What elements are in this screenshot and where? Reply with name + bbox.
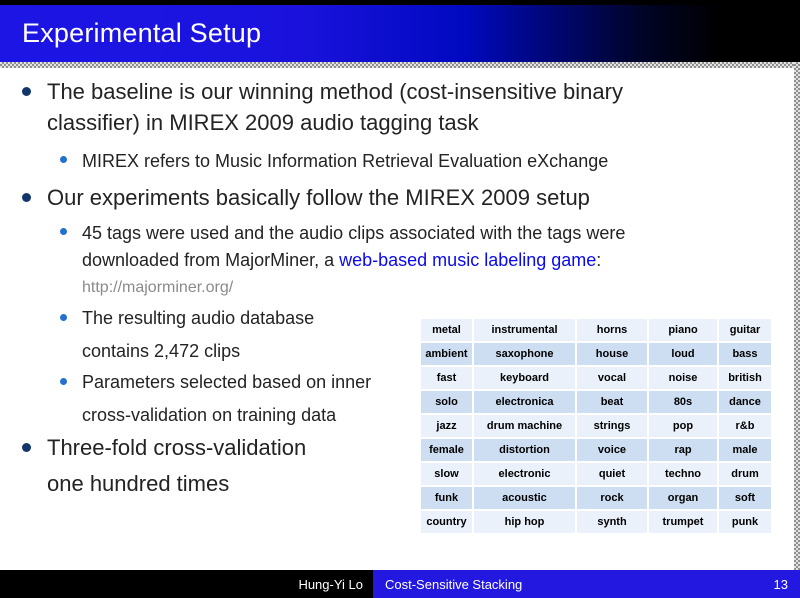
tag-cell: female xyxy=(421,439,472,461)
title-bar xyxy=(0,5,800,62)
subbullet-database-line1: The resulting audio database xyxy=(82,308,315,328)
tag-cell: punk xyxy=(719,511,771,533)
footer-page-number: 13 xyxy=(773,576,788,592)
page-title: Experimental Setup xyxy=(22,18,262,48)
tag-cell: rap xyxy=(649,439,717,461)
tags-line2-pre: downloaded from MajorMiner, a xyxy=(82,250,340,270)
tag-cell: funk xyxy=(421,487,472,509)
bullet-baseline-line2: classifier) in MIREX 2009 audio tagging task xyxy=(47,110,479,135)
tag-cell: keyboard xyxy=(474,367,575,389)
tag-cell: fast xyxy=(421,367,472,389)
subbullet-database-line2: contains 2,472 clips xyxy=(82,341,241,361)
tag-cell: slow xyxy=(421,463,472,485)
bullet-baseline-text xyxy=(47,76,623,138)
table-row xyxy=(421,367,771,389)
tag-cell: beat xyxy=(577,391,647,413)
tag-cell: house xyxy=(577,343,647,365)
subbullet-tags xyxy=(60,220,702,301)
subbullet-parameters-text xyxy=(82,366,371,432)
footer-title-section xyxy=(373,570,800,598)
table-row xyxy=(421,463,771,485)
tag-cell: r&b xyxy=(719,415,771,437)
tag-cell: 80s xyxy=(649,391,717,413)
tag-cell: electronic xyxy=(474,463,575,485)
tag-cell: horns xyxy=(577,319,647,341)
tag-cell: pop xyxy=(649,415,717,437)
title-shadow-strip xyxy=(0,62,800,68)
tag-cell: noise xyxy=(649,367,717,389)
bullet-icon xyxy=(22,443,31,452)
tag-cell: rock xyxy=(577,487,647,509)
subbullet-database xyxy=(60,302,314,368)
tag-cell: quiet xyxy=(577,463,647,485)
tag-cell: acoustic xyxy=(474,487,575,509)
tag-cell: drum machine xyxy=(474,415,575,437)
tag-cell: drum xyxy=(719,463,771,485)
subbullet-icon xyxy=(60,314,67,321)
tag-cell: jazz xyxy=(421,415,472,437)
subbullet-parameters xyxy=(60,366,371,432)
bullet-experiments-text: Our experiments basically follow the MIREX 2009 setup xyxy=(47,185,590,210)
subbullet-mirex xyxy=(60,148,608,174)
tag-cell: metal xyxy=(421,319,472,341)
tag-cell: instrumental xyxy=(474,319,575,341)
tag-cell: bass xyxy=(719,343,771,365)
table-row xyxy=(421,391,771,413)
table-row xyxy=(421,511,771,533)
bullet-baseline xyxy=(22,76,623,138)
tag-cell: piano xyxy=(649,319,717,341)
bullet-crossvalidation xyxy=(22,430,306,502)
bullet-crossvalidation-line2: one hundred times xyxy=(47,471,230,496)
subbullet-parameters-line1: Parameters selected based on inner xyxy=(82,372,372,392)
tag-cell: synth xyxy=(577,511,647,533)
tag-cell: techno xyxy=(649,463,717,485)
subbullet-icon xyxy=(60,228,67,235)
bullet-crossvalidation-line1: Three-fold cross-validation xyxy=(47,435,307,460)
tag-cell: saxophone xyxy=(474,343,575,365)
table-row xyxy=(421,319,771,341)
tags-table-body xyxy=(421,319,771,533)
bullet-icon xyxy=(22,87,31,96)
table-row xyxy=(421,415,771,437)
majorminer-url: http://majorminer.org/ xyxy=(82,279,234,296)
tag-cell: solo xyxy=(421,391,472,413)
tag-cell: country xyxy=(421,511,472,533)
subbullet-icon xyxy=(60,378,67,385)
tags-table xyxy=(419,317,773,535)
bullet-baseline-line1: The baseline is our winning method (cost-insensitive binary xyxy=(47,79,623,104)
bullet-icon xyxy=(22,193,31,202)
bullet-experiments xyxy=(22,182,590,213)
right-shadow-strip xyxy=(794,62,800,570)
tag-cell: electronica xyxy=(474,391,575,413)
subbullet-tags-line1: 45 tags were used and the audio clips associated with the tags were xyxy=(82,223,626,243)
footer-deck-title: Cost-Sensitive Stacking xyxy=(385,576,523,592)
subbullet-mirex-text: MIREX refers to Music Information Retrieval Evaluation eXchange xyxy=(82,151,609,171)
table-row xyxy=(421,439,771,461)
subbullet-tags-line2 xyxy=(82,247,702,274)
tag-cell: soft xyxy=(719,487,771,509)
tag-cell: guitar xyxy=(719,319,771,341)
tag-cell: dance xyxy=(719,391,771,413)
tag-cell: loud xyxy=(649,343,717,365)
tag-cell: british xyxy=(719,367,771,389)
footer-author: Hung-Yi Lo xyxy=(298,576,363,592)
footer xyxy=(0,570,800,598)
table-row xyxy=(421,487,771,509)
bullet-crossvalidation-text xyxy=(47,430,306,502)
tag-cell: strings xyxy=(577,415,647,437)
subbullet-database-text xyxy=(82,302,314,368)
table-row xyxy=(421,343,771,365)
tag-cell: hip hop xyxy=(474,511,575,533)
subbullet-tags-text xyxy=(82,220,702,301)
tag-cell: trumpet xyxy=(649,511,717,533)
tag-cell: vocal xyxy=(577,367,647,389)
footer-author-section xyxy=(0,570,373,598)
subbullet-icon xyxy=(60,156,67,163)
majorminer-link[interactable]: web-based music labeling game xyxy=(339,250,597,270)
tag-cell: ambient xyxy=(421,343,472,365)
tag-cell: voice xyxy=(577,439,647,461)
tag-cell: organ xyxy=(649,487,717,509)
tags-line2-colon: : xyxy=(596,250,602,270)
tag-cell: male xyxy=(719,439,771,461)
tag-cell: distortion xyxy=(474,439,575,461)
subbullet-parameters-line2: cross-validation on training data xyxy=(82,405,337,425)
